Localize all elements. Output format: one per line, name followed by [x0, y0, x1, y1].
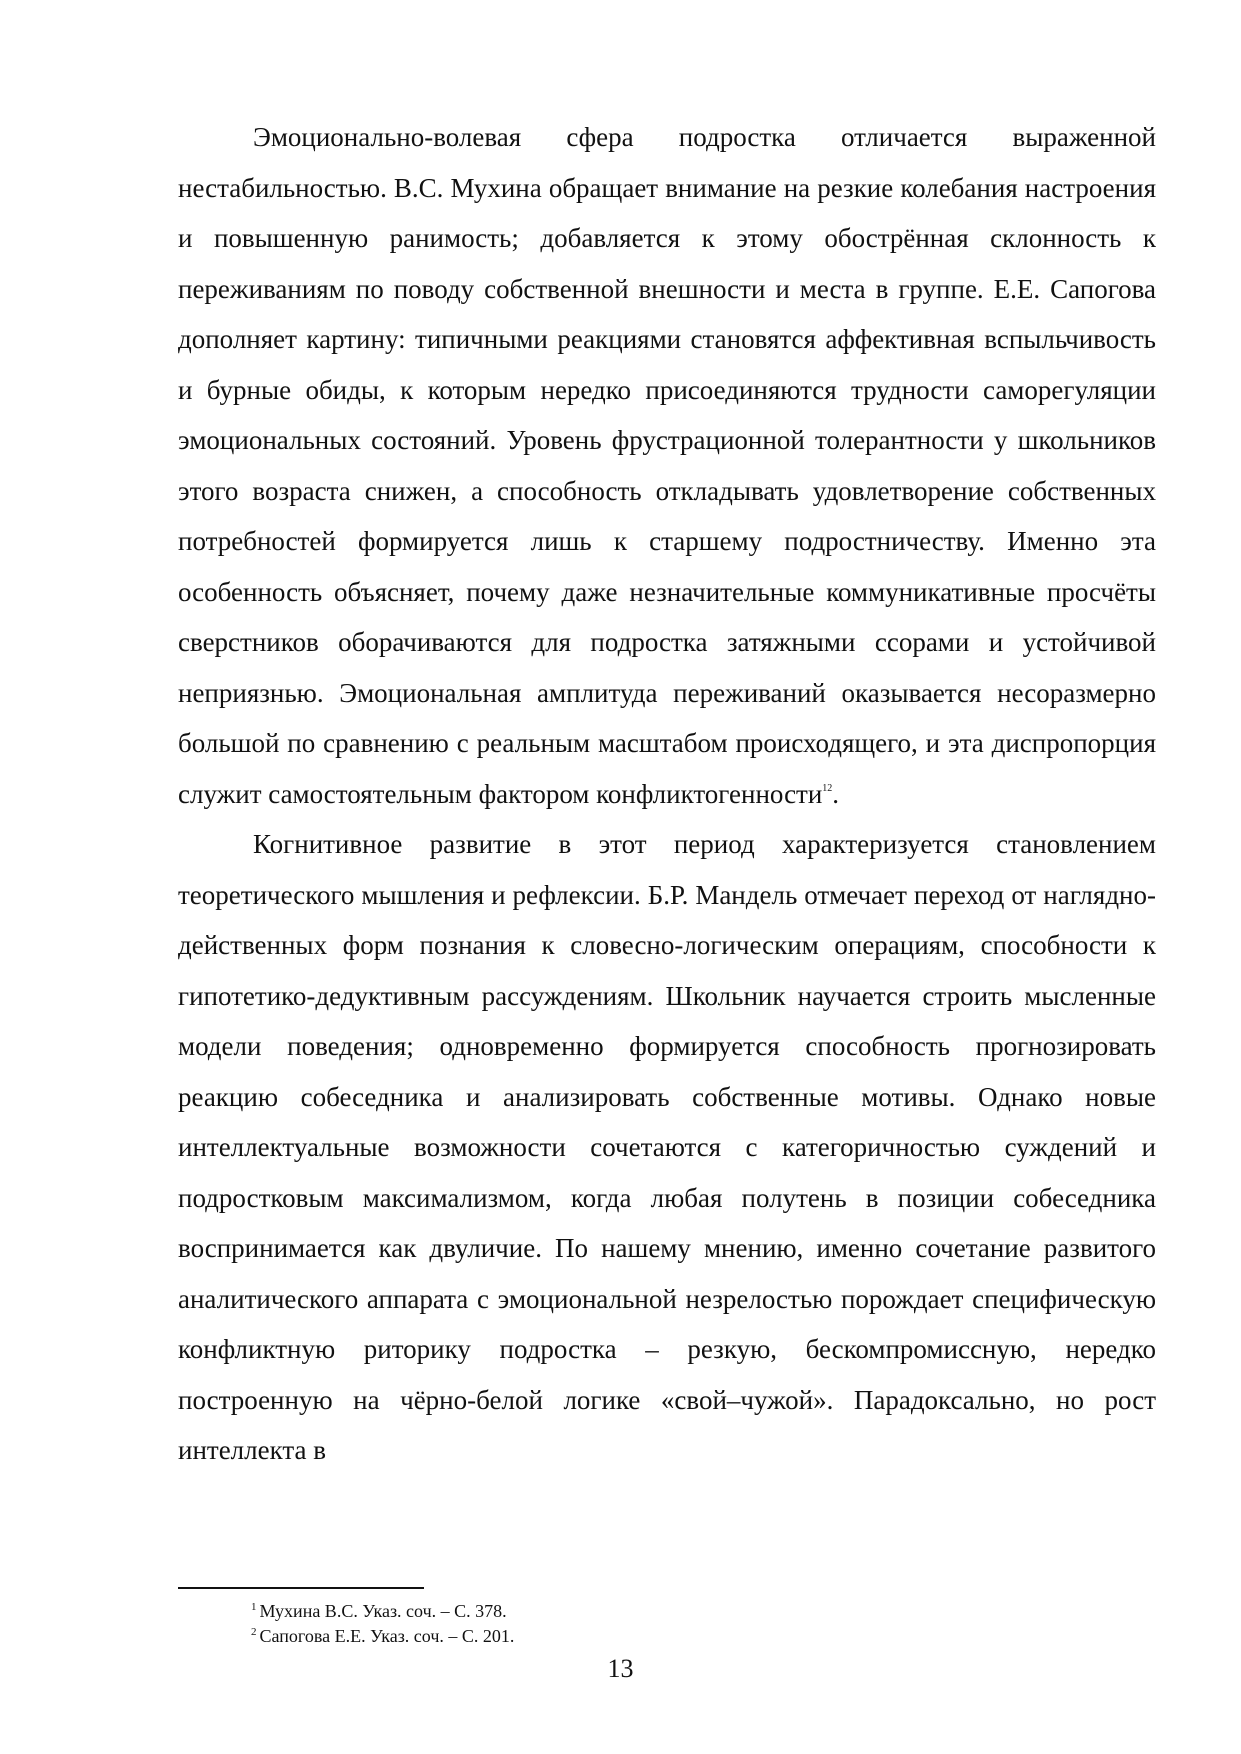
paragraph-cognitive-development: [178, 819, 1156, 1476]
footnote-text: Сапогова Е.Е. Указ. соч. – С. 201.: [259, 1626, 515, 1646]
footnote-mark: 2: [251, 1626, 257, 1638]
footnote-item: [251, 1624, 1151, 1649]
footnote-item: [251, 1599, 1151, 1624]
paragraph-text: Когнитивное развитие в этот период характеризуется становлением теоретического мышления и рефлексии. Б.Р. Мандель отмечает переход от наглядно-действенных форм познания к словесно-логическим операциям, способности к гипотетико-дедуктивным рассуждениям. Школьник научается строить мысленные модели поведения; одновременно формируется способность прогнозировать реакцию собеседника и анализировать собственные мотивы. Однако новые интеллектуальные возможности сочетаются с категоричностью суждений и подростковым максимализмом, когда любая полутень в позиции собеседника воспринимается как двуличие. По нашему мнению, именно сочетание развитого аналитического аппарата с эмоциональной незрелостью порождает специфическую конфликтную риторику подростка – резкую, бескомпромиссную, нередко построенную на чёрно-белой логике «свой–чужой». Парадоксально, но рост интеллекта в: [178, 829, 1156, 1465]
footnotes: [251, 1599, 1151, 1649]
body-text: [178, 112, 1156, 1476]
page-number: 13: [607, 1654, 634, 1683]
paragraph-text: Эмоционально-волевая сфера подростка отличается выраженной нестабильностью. В.С. Мухина обращает внимание на резкие колебания настроения и повышенную ранимость; добавляется к этому обострённая склонность к переживаниям по поводу собственной внешности и места в группе. Е.Е. Сапогова дополняет картину: типичными реакциями становятся аффективная вспыльчивость и бурные обиды, к которым нередко присоединяются трудности саморегуляции эмоциональных состояний. Уровень фрустрационной толерантности у школьников этого возраста снижен, а способность откладывать удовлетворение собственных потребностей формируется лишь к старшему подростничеству. Именно эта особенность объясняет, почему даже незначительные коммуникативные просчёты сверстников оборачиваются для подростка затяжными ссорами и устойчивой неприязнью. Эмоциональная амплитуда переживаний оказывается несоразмерно большой по сравнению с реальным масштабом происходящего, и эта диспропорция служит самостоятельным фактором конфликтогенности: [178, 122, 1156, 809]
footnote-mark: 1: [251, 1601, 257, 1613]
footnote-separator: [178, 1587, 424, 1589]
footnote-reference[interactable]: 12: [822, 782, 833, 794]
paragraph-emotional-sphere: [178, 112, 1156, 819]
paragraph-tail: .: [832, 778, 840, 809]
footnote-text: Мухина В.С. Указ. соч. – С. 378.: [259, 1601, 507, 1621]
